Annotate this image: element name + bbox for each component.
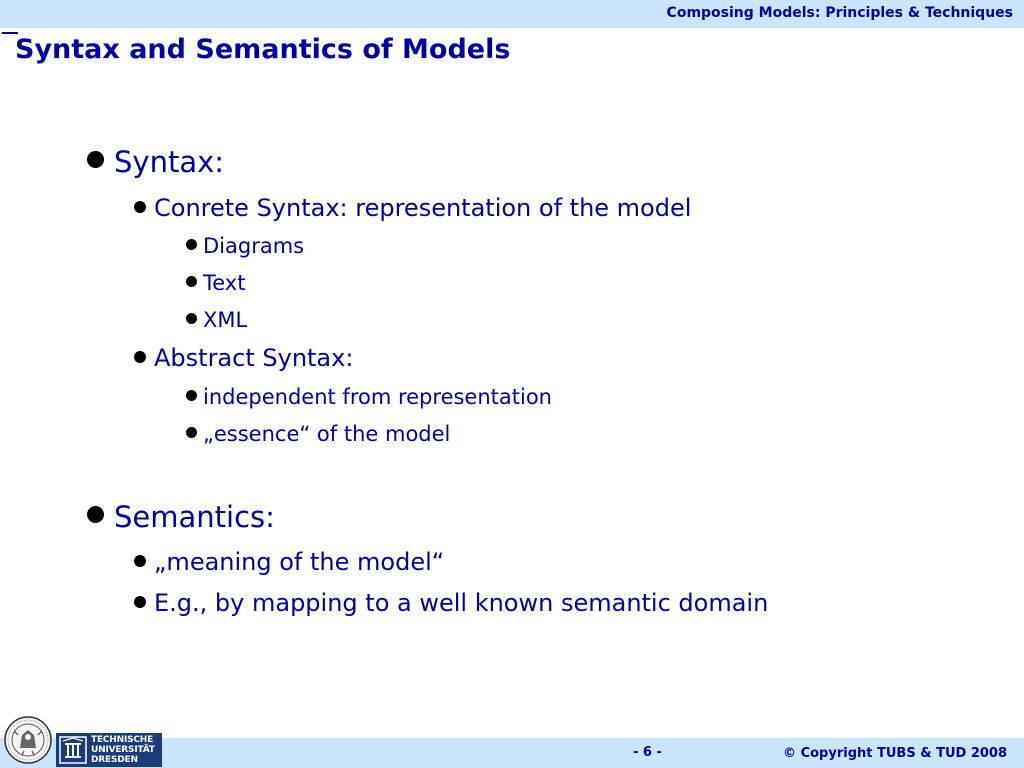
bullet-semantics bbox=[87, 500, 275, 534]
bullet-text bbox=[186, 271, 245, 295]
bullet-dot-icon bbox=[87, 506, 104, 523]
bullet-dot-icon bbox=[186, 427, 197, 438]
logo-line: TECHNISCHE bbox=[91, 735, 154, 745]
bullet-dot-icon bbox=[134, 555, 146, 567]
bullet-dot-icon bbox=[186, 239, 197, 250]
bullet-dot-icon bbox=[186, 276, 197, 287]
bullet-label: Text bbox=[203, 271, 246, 295]
bullet-label: Abstract Syntax: bbox=[154, 344, 354, 372]
bullet-label: E.g., by mapping to a well known semantic domain bbox=[154, 589, 769, 617]
bullet-dot-icon bbox=[186, 313, 197, 324]
bullet-label: Diagrams bbox=[203, 234, 305, 258]
copyright-notice: © Copyright TUBS & TUD 2008 bbox=[783, 746, 1007, 761]
bullet-label: Conrete Syntax: representation of the model bbox=[154, 194, 692, 222]
bullet-dot-icon bbox=[134, 351, 146, 363]
bullet-label: Syntax: bbox=[114, 145, 225, 179]
university-seal-icon bbox=[4, 715, 52, 765]
bullet-label: „meaning of the model“ bbox=[154, 548, 445, 576]
page-number: - 6 - bbox=[633, 745, 662, 760]
bullet-independent bbox=[186, 385, 552, 409]
bullet-dot-icon bbox=[186, 390, 197, 401]
bullet-abstract-syntax bbox=[134, 344, 353, 372]
bullet-dot-icon bbox=[87, 151, 104, 168]
course-title: Composing Models: Principles & Techniques bbox=[666, 5, 1013, 21]
bullet-essence bbox=[186, 422, 450, 446]
slide-title: Syntax and Semantics of Models bbox=[15, 34, 511, 65]
bullet-mapping bbox=[134, 589, 768, 617]
bullet-label: „essence“ of the model bbox=[203, 422, 451, 446]
bullet-dot-icon bbox=[134, 596, 146, 608]
bullet-label: independent from representation bbox=[203, 385, 552, 409]
bullet-label: XML bbox=[203, 308, 248, 332]
tu-dresden-logo-text bbox=[91, 735, 155, 765]
tu-dresden-logo bbox=[56, 733, 162, 767]
header-bar bbox=[0, 0, 1024, 28]
bullet-syntax bbox=[87, 145, 224, 179]
bullet-label: Semantics: bbox=[114, 500, 275, 534]
logo-line: DRESDEN bbox=[91, 755, 138, 765]
bullet-dot-icon bbox=[134, 201, 146, 213]
tu-dresden-emblem-icon bbox=[59, 736, 87, 764]
bullet-concrete-syntax bbox=[134, 194, 691, 222]
logo-line: UNIVERSITÄT bbox=[91, 745, 155, 755]
bullet-xml bbox=[186, 308, 247, 332]
bullet-meaning bbox=[134, 548, 444, 576]
bullet-diagrams bbox=[186, 234, 304, 258]
